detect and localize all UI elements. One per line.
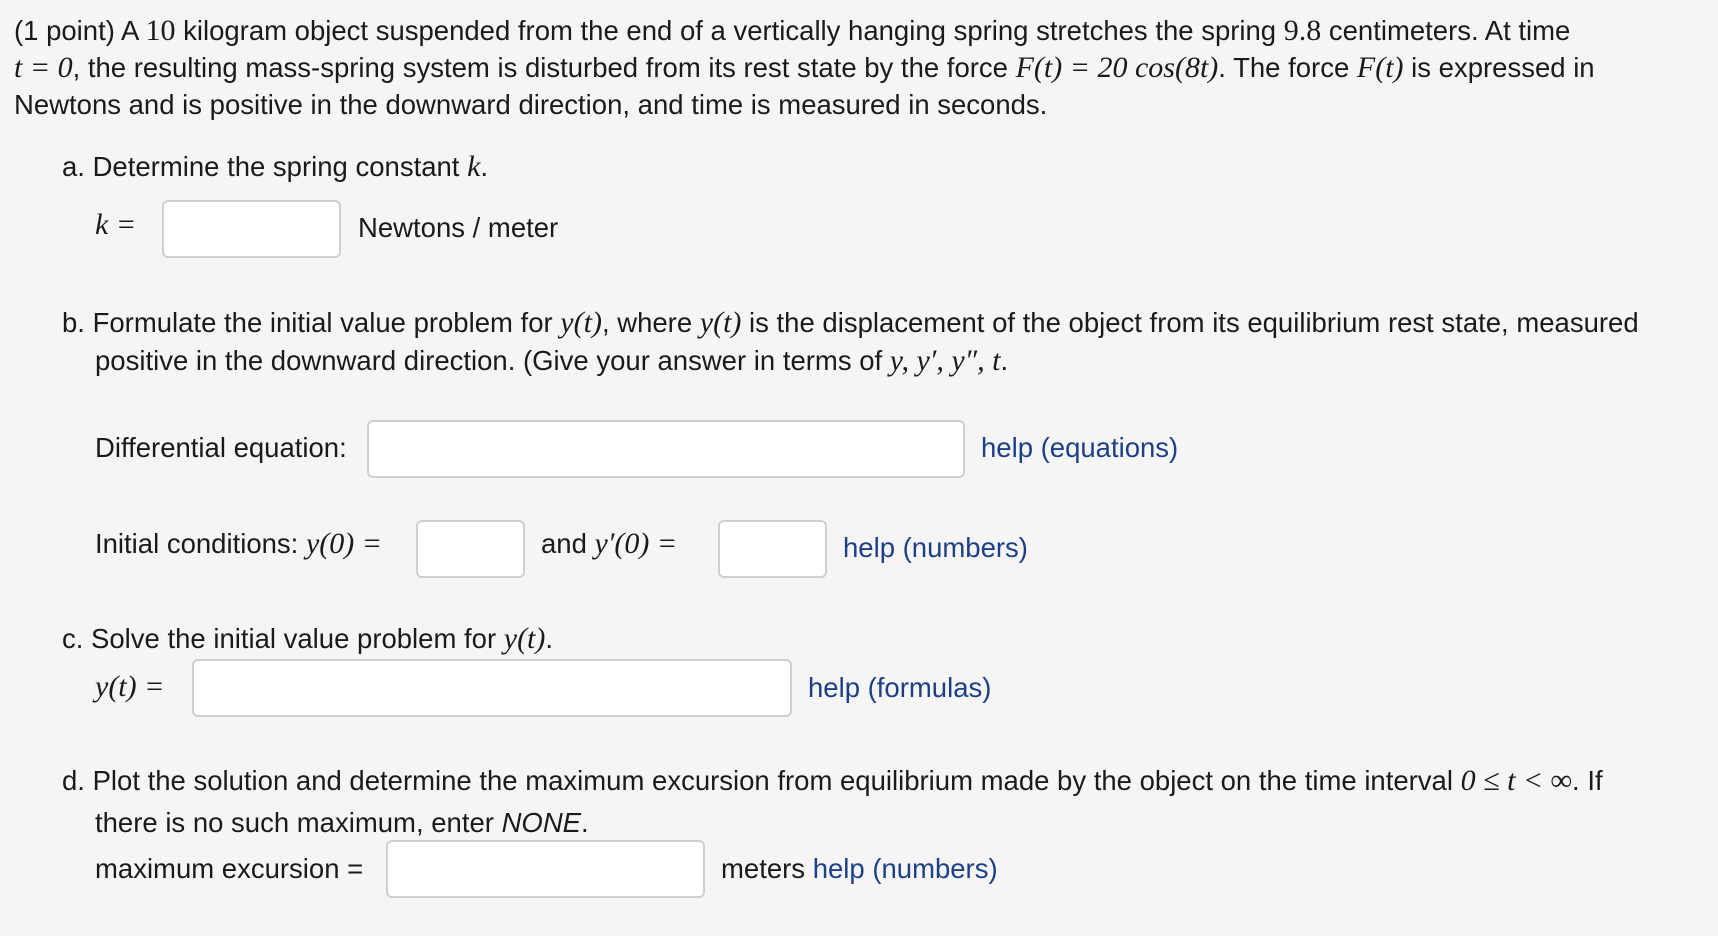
- help-numbers-link[interactable]: help (numbers): [843, 532, 1028, 563]
- initial-conditions-label: [95, 527, 382, 561]
- none-keyword: NONE: [501, 807, 582, 838]
- prompt-text: there is no such maximum, enter: [95, 807, 502, 838]
- prompt-text: b. Formulate the initial value problem for: [62, 307, 561, 338]
- intro-line-1: [14, 14, 1570, 48]
- max-excursion-label: maximum excursion =: [95, 853, 364, 884]
- k-label: k =: [95, 208, 137, 241]
- intro-text: . The force: [1218, 52, 1357, 83]
- intro-text: , the resulting mass-spring system is disturbed from its rest state by the force: [72, 52, 1016, 83]
- label-text: Initial conditions:: [95, 528, 306, 559]
- mass-value: 10: [145, 14, 176, 47]
- intro-text: is expressed in: [1403, 52, 1595, 83]
- prompt-text: c. Solve the initial value problem for: [62, 623, 504, 654]
- var-k: k: [467, 150, 481, 183]
- prompt-text: .: [480, 151, 489, 182]
- prompt-text: .: [545, 623, 554, 654]
- force-formula: F(t) = 20 cos(8t): [1015, 51, 1219, 84]
- time-interval: 0 ≤ t < ∞: [1460, 764, 1573, 797]
- y0-label: y(0) =: [305, 527, 382, 560]
- yp0-label: y′(0) =: [594, 527, 678, 560]
- label-text: and: [541, 528, 595, 559]
- meters-unit: meters: [721, 853, 806, 884]
- y0-input[interactable]: [416, 520, 525, 578]
- prompt-text: a. Determine the spring constant: [62, 151, 468, 182]
- help-formulas-link[interactable]: help (formulas): [808, 672, 992, 703]
- var-y-t: y(t): [503, 622, 546, 655]
- help-numbers-link-2[interactable]: help (numbers): [812, 853, 998, 884]
- prompt-text: .: [1000, 345, 1009, 376]
- prompt-text: d. Plot the solution and determine the maximum excursion from equilibrium made by the object on the time interval: [62, 765, 1461, 796]
- intro-text: (1 point) A: [14, 15, 146, 46]
- prompt-text: .: [581, 807, 589, 838]
- diff-eq-input[interactable]: [367, 420, 965, 478]
- prompt-text: , where: [601, 307, 700, 338]
- var-y-t: y(t): [560, 306, 602, 339]
- prompt-text: is the displacement of the object from its equilibrium rest state, measured: [741, 307, 1639, 338]
- k-input[interactable]: [162, 200, 341, 258]
- diff-eq-label: Differential equation:: [95, 432, 347, 463]
- intro-line-3: Newtons and is positive in the downward direction, and time is measured in seconds.: [14, 89, 1048, 120]
- prompt-text: positive in the downward direction. (Give your answer in terms of: [95, 345, 890, 376]
- yt-label: y(t) =: [95, 670, 165, 703]
- k-unit: Newtons / meter: [358, 212, 559, 243]
- part-b-line-2: [95, 344, 1008, 378]
- intro-text: kilogram object suspended from the end of a vertically hanging spring stretches the spring: [175, 15, 1284, 46]
- answer-vars: y, y′, y″, t: [889, 344, 1001, 377]
- part-c-prompt: [62, 622, 553, 656]
- time-zero: t = 0: [14, 51, 73, 84]
- help-equations-link[interactable]: help (equations): [981, 432, 1179, 463]
- intro-line-2: [14, 51, 1595, 85]
- yp0-label-group: [541, 527, 677, 561]
- force-name: F(t): [1356, 51, 1404, 84]
- yp0-input[interactable]: [718, 520, 827, 578]
- yt-input[interactable]: [192, 659, 792, 717]
- max-excursion-input[interactable]: [386, 840, 705, 898]
- prompt-text: . If: [1572, 765, 1603, 796]
- part-d-line-1: [62, 764, 1603, 798]
- part-d-line-2: [95, 807, 589, 839]
- var-y-t: y(t): [699, 306, 742, 339]
- part-a-prompt: [62, 150, 488, 184]
- part-b-line-1: [62, 306, 1639, 340]
- max-excursion-unit-group: [721, 853, 998, 885]
- stretch-value: 9.8: [1283, 14, 1322, 47]
- intro-text: centimeters. At time: [1321, 15, 1571, 46]
